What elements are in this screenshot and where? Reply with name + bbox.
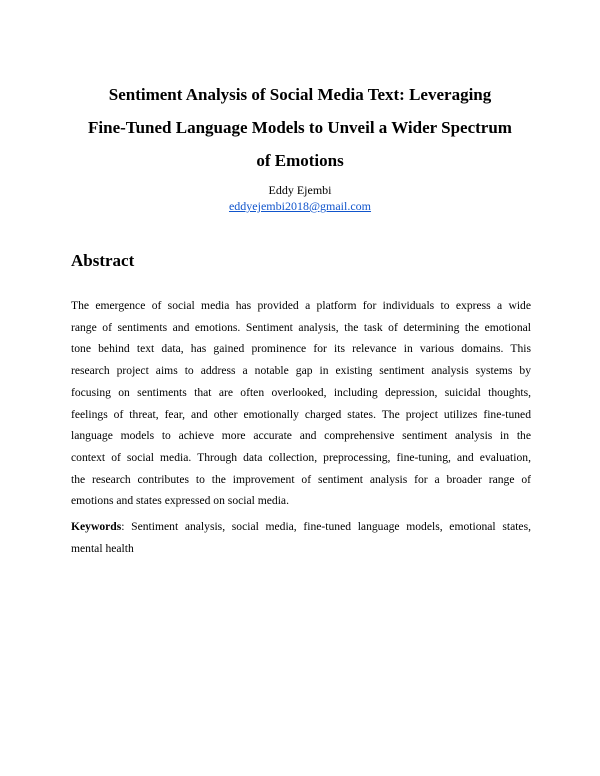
abstract-heading: Abstract (71, 251, 135, 270)
author-email-container (0, 198, 600, 214)
abstract-body (71, 295, 531, 512)
title-line-3: of Emotions (256, 151, 344, 170)
keywords-label: Keywords (71, 520, 122, 533)
title-line-2: Fine-Tuned Language Models to Unveil a Wider Spectrum (88, 118, 512, 137)
author-email-link[interactable]: eddyejembi2018@gmail.com (228, 199, 372, 213)
abstract-line: tone behind text data, has gained prominence for its relevance in various domains. This (71, 342, 531, 356)
title-line-1: Sentiment Analysis of Social Media Text: Leveraging (108, 85, 492, 104)
abstract-line: language models to achieve more accurate and comprehensive sentiment analysis in the (71, 429, 531, 443)
keywords-text: : Sentiment analysis, social media, fine-tuned language models, emotional states, (121, 520, 531, 533)
abstract-line: range of sentiments and emotions. Sentiment analysis, the task of determining the emotional (71, 320, 531, 334)
abstract-line: emotions and states expressed on social media. (71, 494, 289, 508)
keywords (71, 516, 531, 559)
abstract-line: context of social media. Through data collection, preprocessing, fine-tuning, and evaluation, (71, 450, 531, 464)
abstract-line: research project aims to address a notable gap in existing sentiment analysis systems by (71, 364, 531, 378)
keywords-line-2: mental health (71, 541, 134, 555)
abstract-line: feelings of threat, fear, and other emotionally charged states. The project utilizes fine-tuned (71, 407, 531, 421)
paper-title (60, 78, 540, 177)
abstract-line: focusing on sentiments that are often overlooked, including depression, suicidal thoughts, (71, 385, 531, 399)
abstract-line: the research contributes to the improvement of sentiment analysis for a broader range of (71, 472, 531, 486)
keywords-line-1 (71, 516, 531, 538)
author-name: Eddy Ejembi (268, 183, 332, 197)
abstract-line: The emergence of social media has provided a platform for individuals to express a wide (71, 299, 531, 312)
